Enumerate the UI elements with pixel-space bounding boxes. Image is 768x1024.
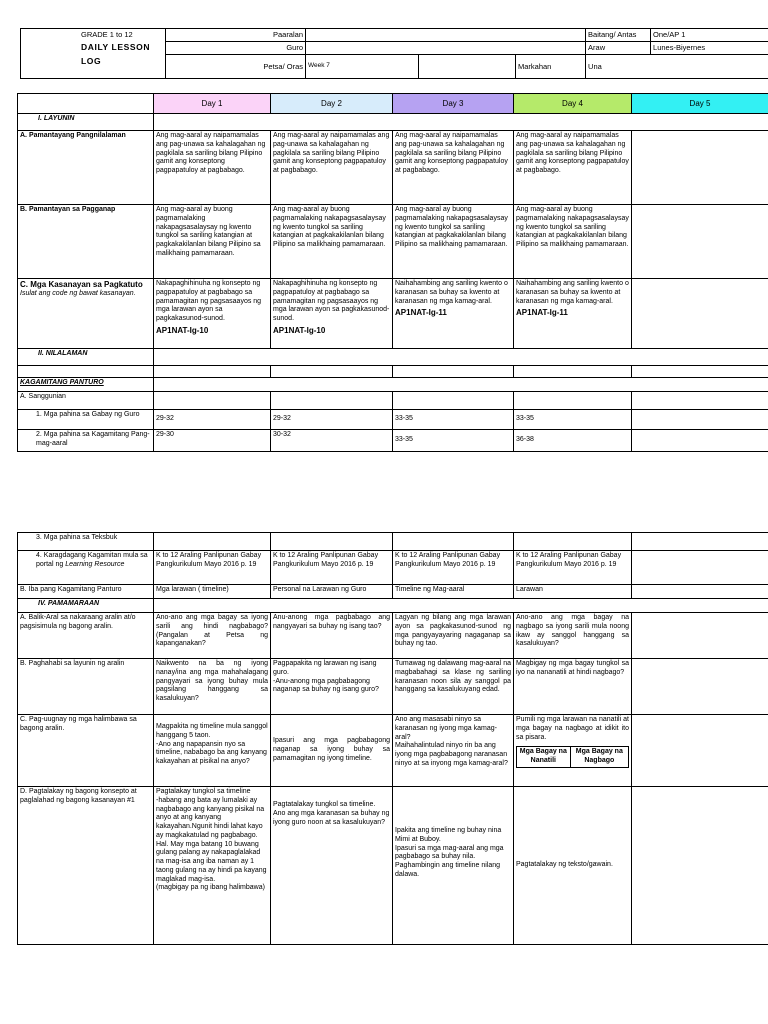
pb-day1: Naikwento na ba ng iyong nanay/ina ang mga mahahalagang pangyayari sa iyong buhay mula pagsilang hanggang sa kasalukuyan? — [154, 659, 271, 715]
kagamitang-label: 2. Mga pahina sa Kagamitang Pang-mag-aaral — [18, 430, 154, 452]
pb-day2: Pagpapakita ng larawan ng isang guro. -Anu-anong mga pagbabagong naganap sa buhay ng isang guro? — [271, 659, 393, 715]
paghahabi-label: B. Paghahabi sa layunin ng aralin — [18, 659, 154, 715]
c-day5 — [632, 279, 768, 349]
sg-2 — [271, 392, 393, 410]
c-day3 — [393, 279, 514, 349]
kr-day2: K to 12 Araling Panlipunan Gabay Pangkurikulum Mayo 2016 p. 19 — [271, 551, 393, 585]
iba-day1: Mga larawan ( timeline) — [154, 585, 271, 599]
grade-label: GRADE 1 to 12 — [81, 30, 133, 39]
tb-5 — [632, 533, 768, 551]
b-day4: Ang mag-aaral ay buong pagmamalaking nakapagsasalaysay ng kwento tungkol sa sariling katangian at pagkakakilanlan bilang Pilipino sa malikhaing pamamaraan. — [514, 205, 632, 279]
gabay-day2: 29-32 — [271, 410, 393, 430]
km-day3: 33-35 — [393, 430, 514, 452]
pamantayang-pangnilalaman-label: A. Pamantayang Pangnilalaman — [18, 131, 154, 205]
day-4-header: Day 4 — [514, 94, 632, 114]
kagamitan-blank — [154, 378, 768, 392]
c-day2-text: Nakapaghihinuha ng konsepto ng pagpapatuloy at pagbabago sa pamamagitan ng pagsasaayos ng mga larawan ayon sa pagkakasunod-sunod. — [273, 280, 390, 322]
kr-day5 — [632, 551, 768, 585]
pc-day3: Ano ang masasabi ninyo sa karanasan ng iyong mga kamag-aral? Maihahalintulad ninyo rin ba ang iyong mga pagbabagong naranasan ninyo at sa inyong mga kamag-aral? — [393, 715, 514, 787]
a-day5 — [632, 131, 768, 205]
baitang-label: Baitang/ Antas — [586, 29, 651, 42]
pd-day4: Pagtatalakay ng teksto/gawain. — [514, 787, 632, 945]
guro-value[interactable] — [306, 42, 586, 55]
layunin-heading: I. LAYUNIN — [18, 114, 154, 131]
pd-day3: Ipakita ang timeline ng buhay nina Mimi at Buboy. Ipasuri sa mga mag-aaral ang mga pagbabago sa buhay nila. Paghambingin ang timeline nilang dalawa. — [393, 787, 514, 945]
b-day2: Ang mag-aaral ay buong pagmamalaking nakapagsasalaysay ng kwento tungkol sa sariling katangian at pagkakakilanlan bilang Pilipino sa malikhaing pamamaraan. — [271, 205, 393, 279]
c-day2 — [271, 279, 393, 349]
header-table — [20, 28, 768, 79]
pa-day5 — [632, 613, 768, 659]
nilalaman-heading: II. NILALAMAN — [18, 349, 154, 366]
gabay-day3: 33-35 — [393, 410, 514, 430]
pb-day4: Magbigay ng mga bagay tungkol sa iyo na nananatili at hindi nagbago? — [514, 659, 632, 715]
tb-3 — [393, 533, 514, 551]
title-line2: LOG — [81, 56, 102, 66]
petsa-value[interactable]: Week 7 — [306, 55, 419, 79]
blank-r4 — [514, 366, 632, 378]
nagbago-header: Mga Bagay na Nagbago — [570, 747, 628, 768]
karagdagang-label-italic: Learning Resource — [65, 560, 125, 568]
c-day4 — [514, 279, 632, 349]
baitang-value[interactable]: One/AP 1 — [651, 29, 768, 42]
pd-day2: Pagtatalakay tungkol sa timeline. Ano ang mga karanasan sa buhay ng iyong guro noon at sa kasalukuyan? — [271, 787, 393, 945]
a-day4: Ang mag-aaral ay naipamamalas ang pag-unawa sa kahalagahan ng pagkilala sa sariling bilang Pilipino gamit ang konseptong pagpapatuloy at pagbabago. — [514, 131, 632, 205]
pa-day1: Ano-ano ang mga bagay sa iyong sarili ang hindi nagbabago? (Pangalan at Petsa ng kapanganakan? — [154, 613, 271, 659]
c-day4-code: AP1NAT-Ig-11 — [516, 308, 568, 318]
pc-day5 — [632, 715, 768, 787]
iba-day4: Larawan — [514, 585, 632, 599]
day-3-header: Day 3 — [393, 94, 514, 114]
gabay-day1: 29-32 — [154, 410, 271, 430]
a-day1: Ang mag-aaral ay naipamamalas ang pag-unawa sa kahalagahan ng pagkilala sa sariling bilang Pilipino gamit ang konseptong pagpapatuloy at pagbabago. — [154, 131, 271, 205]
title-line1: DAILY LESSON — [81, 42, 151, 53]
tb-2 — [271, 533, 393, 551]
pag-uugnay-label: C. Pag-uugnay ng mga halimbawa sa bagong aralin. — [18, 715, 154, 787]
b-day1: Ang mag-aaral ay buong pagmamalaking nakapagsasalaysay ng kwento tungkol sa sariling katangian at pagkakakilanlan bilang Pilipino sa malikhaing pamamaraan. — [154, 205, 271, 279]
c-day2-code: AP1NAT-Ig-10 — [273, 325, 326, 335]
karagdagang-label: 4. Karagdagang Kagamitan mula sa portal ng — [36, 552, 148, 568]
pamamaraan-blank — [154, 599, 768, 613]
blank-r3 — [393, 366, 514, 378]
kasanayan-sub: Isulat ang code ng bawat kasanayan. — [20, 290, 136, 297]
km-day5 — [632, 430, 768, 452]
pagtalakay-label: D. Pagtalakay ng bagong konsepto at paglalahad ng bagong kasanayan #1 — [18, 787, 154, 945]
a-day3: Ang mag-aaral ay naipamamalas ang pag-unawa sa kahalagahan ng pagkilala sa sariling bilang Pilipino gamit ang konseptong pagpapatuloy at pagbabago. — [393, 131, 514, 205]
c-day3-code: AP1NAT-Ig-11 — [395, 308, 447, 318]
c-day3-text: Naihahambing ang sariling kwento o karanasan sa buhay sa kwento at karanasan ng mga kamag-aral. — [395, 280, 508, 305]
a-day2: Ang mag-aaral ay naipamamalas ang pag-unawa sa kahalagahan ng pagkilala sa sariling bilang Pilipino gamit ang konseptong pagpapatuloy at pagbabago. — [271, 131, 393, 205]
gabay-day4: 33-35 — [514, 410, 632, 430]
pc-day4 — [514, 715, 632, 787]
balik-aral-label: A. Balik-Aral sa nakaraang aralin at/o pagsisimula ng bagong aralin. — [18, 613, 154, 659]
pb-day3: Tumawag ng dalawang mag-aaral na magbabahagi sa klase ng sariling karanasan noon sila ay sanggol pa hanggang sa kasalukuyang edad. — [393, 659, 514, 715]
pa-day3: Lagyan ng bilang ang mga larawan ayon sa pagkakasunod-sunod ng mga pangyayayaring nagaganap sa buhay ng tao. — [393, 613, 514, 659]
pd-day5 — [632, 787, 768, 945]
teksbuk-label: 3. Mga pahina sa Teksbuk — [18, 533, 154, 551]
karagdagang-label-cell — [18, 551, 154, 585]
c-day1-code: AP1NAT-Ig-10 — [156, 325, 209, 335]
c-day4-text: Naihahambing ang sariling kwento o karanasan sa buhay sa kwento at karanasan ng mga kamag-aral. — [516, 280, 629, 305]
pamamaraan-heading: IV. PAMAMARAAN — [18, 599, 154, 613]
nilalaman-blank — [154, 349, 768, 366]
araw-label: Araw — [586, 42, 651, 55]
sg-3 — [393, 392, 514, 410]
paaralan-label: Paaralan — [166, 29, 306, 42]
nanatili-header: Mga Bagay na Nanatili — [517, 747, 571, 768]
sg-4 — [514, 392, 632, 410]
kagamitan-heading: KAGAMITANG PANTURO — [18, 378, 154, 392]
iba-day3: Timeline ng Mag-aaral — [393, 585, 514, 599]
iba-label: B. Iba pang Kagamitang Panturo — [18, 585, 154, 599]
sg-5 — [632, 392, 768, 410]
grade-title-cell — [21, 29, 166, 79]
pc-day2: Ipasuri ang mga pagbabagong naganap sa iyong buhay sa pamamagitan ng iyong timeline. — [271, 715, 393, 787]
c-day1 — [154, 279, 271, 349]
km-day4: 36-38 — [514, 430, 632, 452]
nanatili-nagbago-table — [516, 746, 629, 768]
blank-label-row — [18, 366, 154, 378]
day-5-header: Day 5 — [632, 94, 768, 114]
pc-day4-text: Pumili ng mga larawan na nanatili at mga bagay na nagbago at idikit ito sa pisara. — [516, 716, 629, 741]
markahan-label: Markahan — [516, 55, 586, 79]
markahan-value[interactable]: Una — [586, 55, 768, 79]
sanggunian-label: A. Sanggunian — [18, 392, 154, 410]
gabay-label: 1. Mga pahina sa Gabay ng Guro — [18, 410, 154, 430]
corner-cell — [18, 94, 154, 114]
kr-day3: K to 12 Araling Panlipunan Gabay Pangkurikulum Mayo 2016 p. 19 — [393, 551, 514, 585]
iba-day2: Personal na Larawan ng Guro — [271, 585, 393, 599]
kr-day4: K to 12 Araling Panlipunan Gabay Pangkurikulum Mayo 2016 p. 19 — [514, 551, 632, 585]
iba-day5 — [632, 585, 768, 599]
gabay-day5 — [632, 410, 768, 430]
layunin-blank — [154, 114, 768, 131]
pa-day2: Anu-anong mga pagbabago ang nangyayari sa buhay ng isang tao? — [271, 613, 393, 659]
blank-r1 — [154, 366, 271, 378]
lesson-table-page2 — [17, 532, 768, 945]
kasanayan-label: C. Mga Kasanayan sa Pagkatuto — [20, 280, 143, 289]
pd-day1: Pagtalakay tungkol sa timeline -habang ang bata ay lumalaki ay nagbabago ang kanyang pisikal na anyo at ang kanyang kakayahan.Ngunit hindi lahat kayo ay magkakatulad ng pagbabago. Hal. May mga batang 10 buwang gulang palang ay nakapaglalakad na mag-isa ang iba naman ay 1 taong gulang na ay hindi pa kayang maglakad mag-isa. (magbigay pa ng ibang halimbawa) — [154, 787, 271, 945]
pamantayan-pagganap-label: B. Pamantayan sa Pagganap — [18, 205, 154, 279]
guro-label: Guro — [166, 42, 306, 55]
sg-1 — [154, 392, 271, 410]
araw-value[interactable]: Lunes-Biyernes — [651, 42, 768, 55]
petsa-label: Petsa/ Oras — [166, 55, 306, 79]
pc-day1: Magpakita ng timeline mula sanggol hanggang 5 taon. -Ano ang napapansin nyo sa timeline, nababago ba ang kanyang kakayahan at pisikal na anyo? — [154, 715, 271, 787]
day-1-header: Day 1 — [154, 94, 271, 114]
kasanayan-label-cell — [18, 279, 154, 349]
kr-day1: K to 12 Araling Panlipunan Gabay Pangkurikulum Mayo 2016 p. 19 — [154, 551, 271, 585]
blank-r2 — [271, 366, 393, 378]
paaralan-value[interactable] — [306, 29, 586, 42]
km-day1: 29-30 — [154, 430, 271, 452]
pb-day5 — [632, 659, 768, 715]
b-day3: Ang mag-aaral ay buong pagmamalaking nakapagsasalaysay ng kwento tungkol sa sariling katangian at pagkakakilanlan bilang Pilipino sa malikhaing pamamaraan. — [393, 205, 514, 279]
lesson-table-page1 — [17, 93, 768, 452]
km-day2: 30-32 — [271, 430, 393, 452]
day-2-header: Day 2 — [271, 94, 393, 114]
c-day1-text: Nakapaghihinuha ng konsepto ng pagpapatuloy at pagbabago sa pamamagitan ng pagsasaayos ng mga larawan ayon sa pagkakasunod-sunod. — [156, 280, 262, 322]
b-day5 — [632, 205, 768, 279]
blank-r5 — [632, 366, 768, 378]
pa-day4: Ano-ano ang mga bagay na nagbago sa iyong sarili mula noong ikaw ay sanggol hanggang sa kasalukuyan? — [514, 613, 632, 659]
tb-1 — [154, 533, 271, 551]
petsa-extra — [419, 55, 516, 79]
tb-4 — [514, 533, 632, 551]
